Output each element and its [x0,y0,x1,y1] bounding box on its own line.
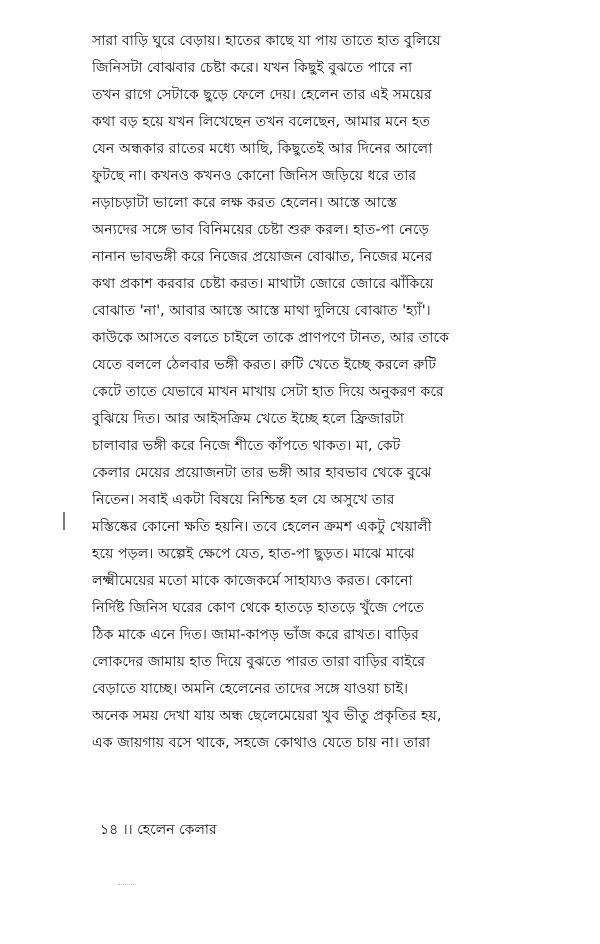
text-line-27: এক জায়গায় বসে থাকে, সহজে কোথাও যেতে চায় না। তারা [92,735,431,751]
text-line-21: লক্ষ্মীমেয়ের মতো মাকে কাজেকর্মে সাহায্যও করত। কোনো [92,573,413,589]
text-line-5: যেন অন্ধকার রাতের মধ্যে আছি, কিছুতেই আর দিনের আলো [92,141,433,157]
body-text [92,28,554,757]
text-line-17: কেলার মেয়ের প্রয়োজনটা তার ভঙ্গী আর হাবভাব থেকে বুঝে [92,465,432,481]
text-line-15: বুঝিয়ে দিত। আর আইসক্রিম খেতে ইচ্ছে হলে ফ্রিজারটা [92,411,404,427]
text-line-25: বেড়াতে যাচ্ছে। অমনি হেলেনের তাদের সঙ্গে যাওয়া চাই। [92,681,409,697]
margin-scan-mark [63,512,65,530]
text-line-4: কথা বড় হয়ে যখন লিখেছেন তখন বলেছেন, আমার মনে হত [92,114,431,130]
page-footer: ১৪ ।। হেলেন কেলার [100,822,217,838]
text-line-13: যেতে বললে ঠেলবার ভঙ্গী করত। রুটি খেতে ইচ্ছে করলে রুটি [92,357,437,373]
text-line-7: নড়াচড়াটা ভালো করে লক্ষ করত হেলেন। আস্তে আস্তে [92,195,397,211]
text-line-12: কাউকে আসতে বলতে চাইলে তাকে প্রাণপণে টানত, আর তাকে [92,330,450,346]
text-line-24: লোকদের জামায় হাত দিয়ে বুঝতে পারত তারা বাড়ির বাইরে [92,654,426,670]
text-line-2: জিনিসটা বোঝবার চেষ্টা করে। যখন কিছুই বুঝতে পারে না [92,60,413,76]
text-line-10: কথা প্রকাশ করবার চেষ্টা করত। মাথাটা জোরে জোরে ঝাঁকিয়ে [92,276,434,292]
text-line-19: মস্তিষ্কের কোনো ক্ষতি হয়নি। তবে হেলেন ক্রমশ একটু খেয়ালী [92,519,432,535]
text-line-16: চালাবার ভঙ্গী করে নিজে শীতে কাঁপতে থাকত। মা, কেট [92,438,401,454]
text-line-22: নির্দিষ্ট জিনিস ঘরের কোণ থেকে হাতড়ে হাতড়ে খুঁজে পেতে [92,600,424,616]
text-line-3: তখন রাগে সেটাকে ছুড়ে ফেলে দেয়। হেলেন তার এই সময়ের [92,87,432,103]
text-line-6: ফুটছে না। কখনও কখনও কোনো জিনিস জড়িয়ে ধরে তার [92,168,417,184]
text-line-14: কেটে তাতে যেভাবে মাখন মাখায় সেটা হাত দিয়ে অনুকরণ করে [92,384,444,400]
text-line-1: সারা বাড়ি ঘুরে বেড়ায়। হাতের কাছে যা পায় তাতে হাত বুলিয়ে [92,33,441,49]
scan-speck [118,884,136,887]
text-line-26: অনেক সময় দেখা যায় অন্ধ ছেলেমেয়েরা খুব ভীতু প্রকৃতির হয়, [92,708,442,724]
text-line-23: ঠিক মাকে এনে দিত। জামা-কাপড় ভাঁজ করে রাখত। বাড়ির [92,627,419,643]
text-line-18: নিতেন। সবাই একটা বিষয়ে নিশ্চিন্ত হল যে অসুখে তার [92,492,395,508]
text-line-11: বোঝাত 'না', আবার আস্তে আস্তে মাথা দুলিয়ে বোঝাত 'হ্যাঁ'। [92,303,431,319]
text-line-8: অন্যদের সঙ্গে ভাব বিনিময়ের চেষ্টা শুরু করল। হাত-পা নেড়ে [92,222,429,238]
text-line-20: হয়ে পড়ল। অল্পেই ক্ষেপে যেত, হাত-পা ছুড়ত। মাঝে মাঝে [92,546,415,562]
text-line-9: নানান ভাবভঙ্গী করে নিজের প্রয়োজন বোঝাত, নিজের মনের [92,249,433,265]
